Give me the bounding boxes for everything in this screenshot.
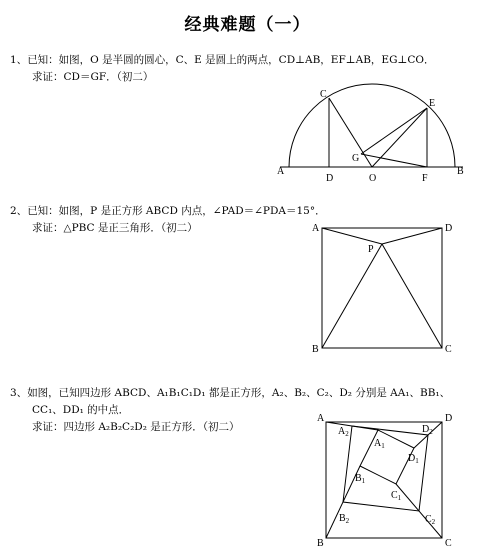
problem-1-figure (275, 88, 475, 183)
segment-pc (382, 244, 442, 348)
label-d: D (326, 173, 334, 184)
problem-2-line-2: 求证：△PBC 是正三角形．（初二） (32, 222, 198, 234)
segment-pb (322, 244, 382, 348)
problem-1-line-2: 求证：CD＝GF．（初二） (32, 71, 154, 83)
label-d1: $D_1$ (408, 453, 419, 465)
problem-2-text (10, 203, 326, 237)
semicircle-arc (289, 84, 455, 167)
problem-2-figure (310, 220, 460, 355)
square-abcd (322, 228, 442, 348)
label-a2: $A_2$ (338, 426, 349, 438)
segment-cc1 (396, 484, 442, 538)
label-p: P (368, 244, 374, 255)
square-a2b2c2d2 (343, 426, 428, 511)
problem-3-figure (312, 410, 462, 550)
label-c1: $C_1$ (391, 490, 402, 502)
label-b: B (317, 538, 324, 549)
label-b2: $B_2$ (339, 513, 350, 525)
square-a1b1c1d1 (360, 430, 414, 484)
label-a: A (312, 223, 320, 234)
segment-pa (322, 228, 382, 244)
label-d: D (445, 223, 453, 234)
label-d2: $D_2$ (422, 424, 433, 436)
label-b1: $B_1$ (355, 473, 366, 485)
problem-2-line-1: 2、已知：如图，P 是正方形 ABCD 内点，∠PAD＝∠PDA＝15°． (10, 205, 326, 217)
label-e: E (429, 98, 436, 109)
segment-eg (361, 108, 427, 154)
label-d: D (445, 413, 453, 424)
problem-1-text (10, 52, 435, 86)
label-b: B (312, 344, 319, 355)
page-title: 经典难题（一） (184, 15, 311, 35)
label-c2: $C_2$ (425, 514, 436, 526)
label-c: C (445, 538, 452, 549)
label-b: B (457, 166, 464, 177)
label-f: F (422, 173, 428, 184)
segment-co (329, 98, 372, 167)
label-c: C (320, 89, 327, 100)
segment-pd (382, 228, 442, 244)
label-a: A (277, 166, 285, 177)
problem-3-line-1: 3、如图，已知四边形 ABCD、A₁B₁C₁D₁ 都是正方形，A₂、B₂、C₂、D₂ 分别是 AA₁、BB₁、 (10, 387, 451, 399)
label-c: C (445, 344, 452, 355)
label-a1: $A_1$ (374, 438, 385, 450)
problem-3-line-3: 求证：四边形 A₂B₂C₂D₂ 是正方形．（初二） (32, 421, 240, 433)
problem-3-line-2: CC₁、DD₁ 的中点． (32, 404, 130, 416)
problem-1-line-1: 1、已知：如图，O 是半圆的圆心，C、E 是圆上的两点，CD⊥AB，EF⊥AB，EG⊥CO． (10, 54, 435, 66)
label-a: A (317, 413, 325, 424)
label-o: O (369, 173, 377, 184)
label-g: G (352, 153, 360, 164)
